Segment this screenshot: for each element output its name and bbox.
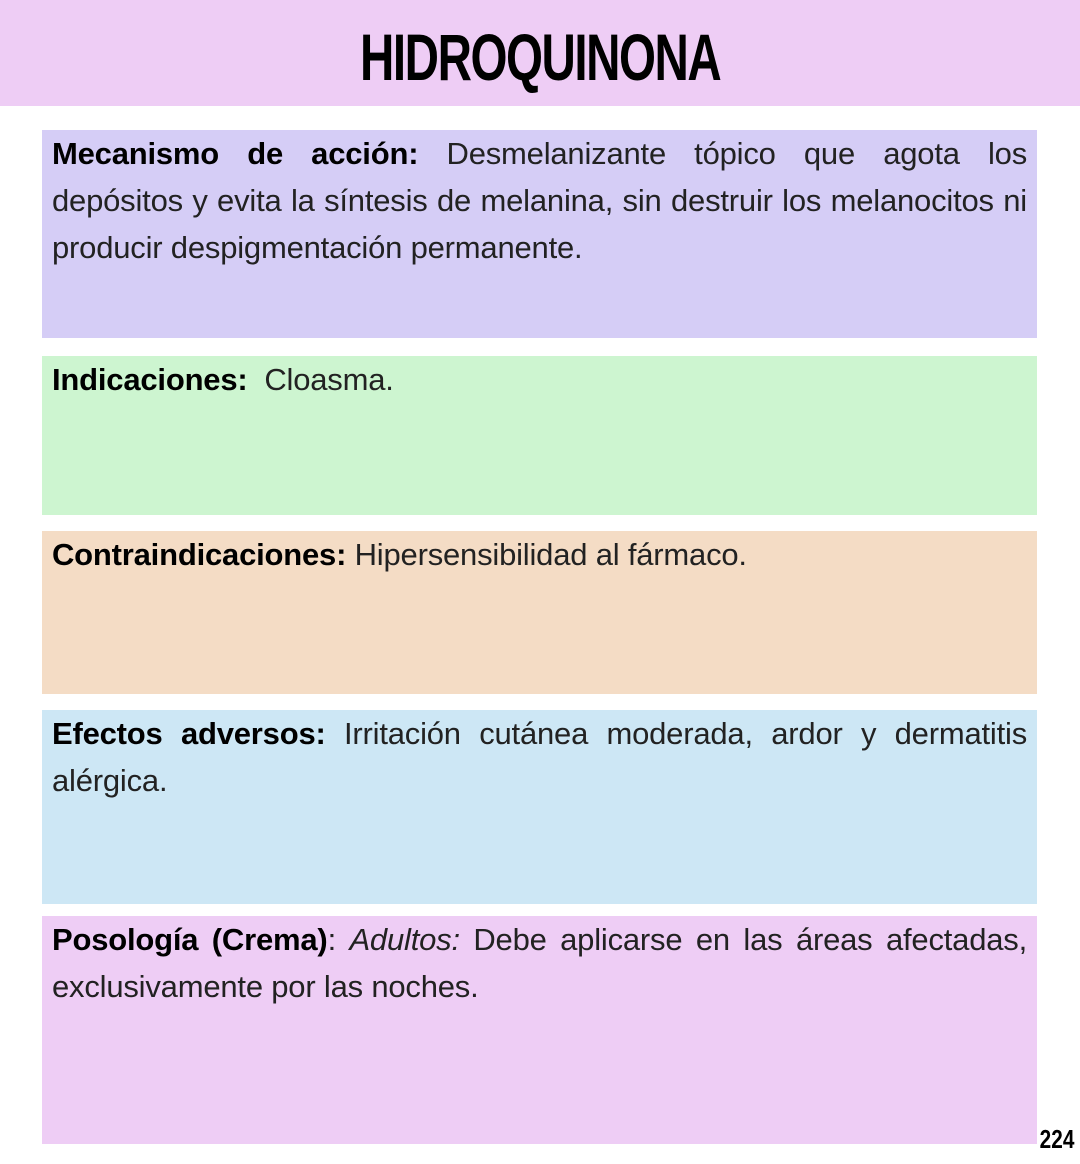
section-mecanismo-accion [42, 130, 1037, 338]
section-separator: : [327, 922, 350, 957]
section-posologia [42, 916, 1037, 1144]
section-label: Contraindicaciones: [52, 537, 347, 572]
section-text: Hipersensibilidad al fármaco. [346, 537, 747, 572]
section-italic-text: Adultos: [349, 922, 460, 957]
page-title: HIDROQUINONA [359, 20, 721, 94]
section-efectos-adversos [42, 710, 1037, 904]
section-text: Cloasma. [247, 362, 394, 397]
section-text: Debe aplicarse en las áreas afectadas, exclusivamente por las noches. [52, 922, 1028, 1004]
section-text: Irritación cutánea moderada, ardor y dermatitis alérgica. [52, 716, 1027, 798]
section-label: Efectos adversos: [52, 716, 326, 751]
section-label: Mecanismo de acción: [52, 136, 419, 171]
section-label: Posología (Crema) [52, 922, 328, 957]
section-indicaciones [42, 356, 1037, 515]
page-header [0, 0, 1080, 106]
section-contraindicaciones [42, 531, 1037, 694]
page-number: 224 [1039, 1124, 1074, 1154]
section-text: Desmelanizante tópico que agota los depósitos y evita la síntesis de melanina, sin destruir los melanocitos ni producir despigmentación permanente. [52, 136, 1027, 265]
section-label: Indicaciones: [52, 362, 248, 397]
